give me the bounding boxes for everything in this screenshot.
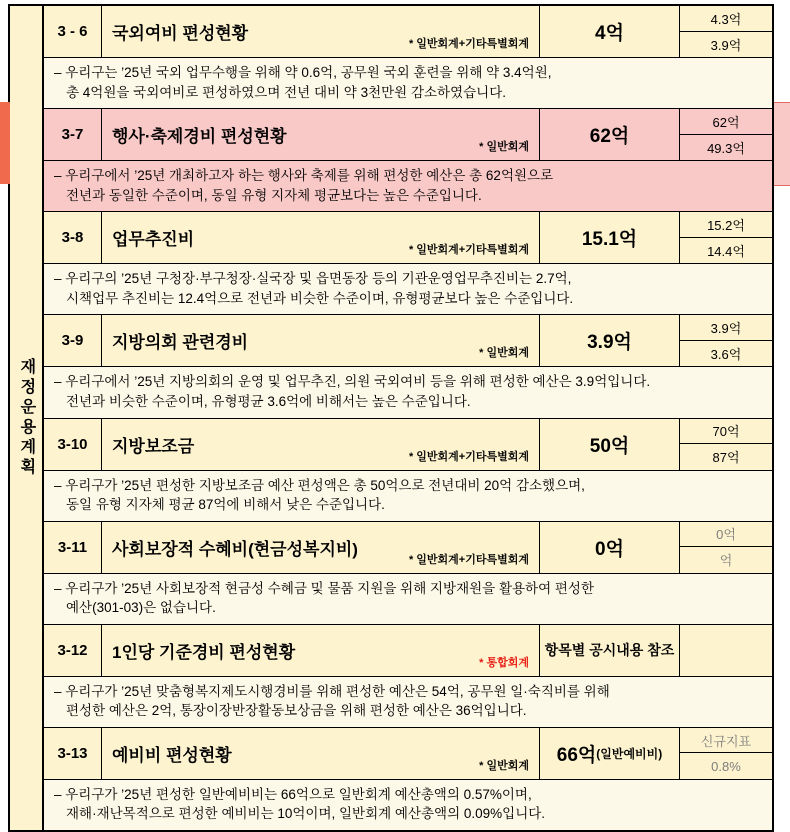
table-row: [44, 625, 772, 677]
row-compare: [680, 728, 772, 779]
row-account-note: * 일반회계+기타특별회계: [408, 553, 529, 566]
row-description-line2: 총 4억원을 국외여비로 편성하였으며 전년 대비 약 3천만원 감소하였습니다.: [66, 84, 507, 100]
table-row: [44, 728, 772, 780]
row-title: 예비비 편성현황: [112, 745, 232, 765]
row-description: [44, 677, 772, 728]
row-description-line2: 전년과 비슷한 수준이며, 유형평균 3.6억에 비해서는 높은 수준입니다.: [66, 393, 471, 409]
row-compare-prev: 70억: [680, 419, 772, 445]
row-amount: [540, 728, 680, 779]
table-row: [44, 419, 772, 471]
row-title: 지방의회 관련경비: [112, 333, 249, 353]
row-number: 3-13: [44, 728, 102, 779]
section-vertical-label: [10, 6, 44, 830]
row-description-line1: – 우리구가 ’25년 편성한 지방보조금 예산 편성액은 총 50억으로 전년대비 20억 감소했으며,: [54, 477, 585, 493]
row-title-cell: [102, 419, 540, 470]
row-number: 3-8: [44, 212, 102, 263]
row-number: 3-12: [44, 625, 102, 676]
row-title: 지방보조금: [112, 436, 195, 456]
row-amount: 0억: [540, 522, 680, 573]
section-vertical-label-text: 재정운용계획: [17, 358, 35, 478]
row-title: 국외여비 편성현황: [112, 24, 249, 43]
row-description: [44, 58, 772, 109]
row-title: 업무추진비: [112, 230, 195, 250]
row-description-line1: – 우리구가 ’25년 맞춤형복지제도시행경비를 위해 편성한 예산은 54억, 공무원 일·숙직비를 위해: [54, 683, 610, 699]
row-title: 행사·축제경비 편성현황: [112, 127, 287, 147]
row-title: 1인당 기준경비 편성현황: [112, 642, 296, 662]
row-compare: [680, 522, 772, 573]
row-description-line2: 시책업무 추진비는 12.4억으로 전년과 비슷한 수준이며, 유형평균보다 높은 수준입니다.: [66, 290, 574, 306]
row-amount-sub: (일반예비비): [596, 746, 663, 761]
row-compare: [680, 315, 772, 366]
row-compare-prev: 3.9억: [680, 315, 772, 341]
table-row: [44, 315, 772, 367]
table-row: [44, 212, 772, 264]
row-compare-avg: 87억: [712, 450, 740, 466]
row-amount: 항목별 공시내용 참조: [540, 625, 680, 676]
row-amount: 15.1억: [540, 212, 680, 263]
table-row: [44, 6, 772, 58]
row-compare-avg: [680, 650, 772, 676]
row-compare-avg: 3.6억: [710, 347, 742, 363]
row-description-line2: 편성한 예산은 2억, 통장이장반장활동보상금을 위해 편성한 예산은 36억입니다.: [66, 703, 527, 719]
table-rows: [44, 6, 772, 830]
row-description: [44, 780, 772, 830]
row-number: 3-11: [44, 522, 102, 573]
highlight-band-right: [774, 102, 790, 186]
row-compare-prev: 4.3억: [680, 6, 772, 32]
row-compare-avg: 14.4억: [707, 244, 745, 259]
row-description: [44, 367, 772, 418]
row-description-line2: 전년과 동일한 수준이며, 동일 유형 지자체 평균보다는 높은 수준입니다.: [66, 187, 482, 203]
row-title-cell: [102, 212, 540, 263]
row-compare-prev: 15.2억: [680, 212, 772, 238]
row-description: [44, 264, 772, 315]
row-account-note: * 일반회계+기타특별회계: [408, 244, 529, 257]
row-number: 3-7: [44, 109, 102, 160]
row-description-line1: – 우리구가 ’25년 편성한 일반예비비는 66억으로 일반회계 예산총액의 0.57%이며,: [54, 786, 532, 802]
table-row: [44, 522, 772, 574]
row-number: 3-10: [44, 419, 102, 470]
row-description-line1: – 우리구는 ’25년 국외 업무수행을 위해 약 0.6억, 공무원 국외 훈련을 위해 약 3.4억원,: [54, 65, 552, 80]
row-account-note: * 일반회계: [479, 759, 529, 772]
row-title-cell: [102, 728, 540, 779]
row-amount: 62억: [540, 109, 680, 160]
row-description-line1: – 우리구에서 ’25년 개최하고자 하는 행사와 축제를 위해 편성한 예산은 총 62억원으로: [54, 168, 554, 184]
row-compare-prev: [680, 625, 772, 651]
row-description: [44, 574, 772, 625]
row-title-cell: [102, 315, 540, 366]
row-compare-avg: 49.3억: [707, 140, 745, 156]
row-description-line2: 재해·재난목적으로 편성한 예비비는 10억이며, 일반회계 예산총액의 0.09%입니다.: [66, 806, 546, 822]
row-compare-avg: 3.9억: [710, 37, 742, 53]
row-account-note: * 일반회계: [479, 347, 529, 360]
row-title-cell: [102, 109, 540, 160]
row-compare-prev: 신규지표: [680, 728, 772, 754]
row-compare: [680, 109, 772, 160]
row-title-cell: [102, 6, 540, 57]
row-compare: [680, 212, 772, 263]
row-account-note: * 통합회계: [479, 656, 529, 669]
row-account-note: * 일반회계: [479, 141, 529, 154]
row-title-cell: [102, 522, 540, 573]
row-compare-prev: 62억: [680, 109, 772, 135]
row-compare-prev: 0억: [680, 522, 772, 548]
row-description: [44, 471, 772, 522]
row-compare: [680, 419, 772, 470]
row-account-note: * 일반회계+기타특별회계: [408, 450, 529, 463]
row-account-note: * 일반회계+기타특별회계: [408, 38, 529, 50]
row-description-line1: – 우리구에서 ’25년 지방의회의 운영 및 업무추진, 의원 국외여비 등을 위해 편성한 예산은 3.9억입니다.: [54, 374, 651, 390]
row-amount: 4억: [540, 6, 680, 57]
row-title-cell: [102, 625, 540, 676]
budget-disclosure-table: [8, 4, 774, 832]
row-amount: 3.9억: [540, 315, 680, 366]
row-compare-avg: 억: [719, 553, 733, 569]
row-amount-value: 66억: [556, 744, 597, 766]
row-description-line2: 동일 유형 지자체 평균 87억에 비해서 낮은 수준입니다.: [66, 497, 385, 513]
row-compare-avg: 0.8%: [711, 758, 741, 774]
row-compare: [680, 6, 772, 57]
table-row: [44, 109, 772, 161]
row-number: 3-9: [44, 315, 102, 366]
row-title: 사회보장적 수혜비(현금성복지비): [112, 539, 358, 559]
highlight-band-left: [0, 102, 10, 184]
row-description-line1: – 우리구의 ’25년 구청장·부구청장·실국장 및 읍면동장 등의 기관운영업무추진비는 2.7억,: [54, 271, 572, 287]
row-compare: [680, 625, 772, 676]
row-amount: 50억: [540, 419, 680, 470]
row-description-line2: 예산(301-03)은 없습니다.: [66, 600, 216, 616]
row-description-line1: – 우리구가 ’25년 사회보장적 현금성 수혜금 및 물품 지원을 위해 지방재원을 활용하여 편성한: [54, 580, 595, 596]
row-description: [44, 161, 772, 212]
row-number: 3 - 6: [44, 6, 102, 57]
